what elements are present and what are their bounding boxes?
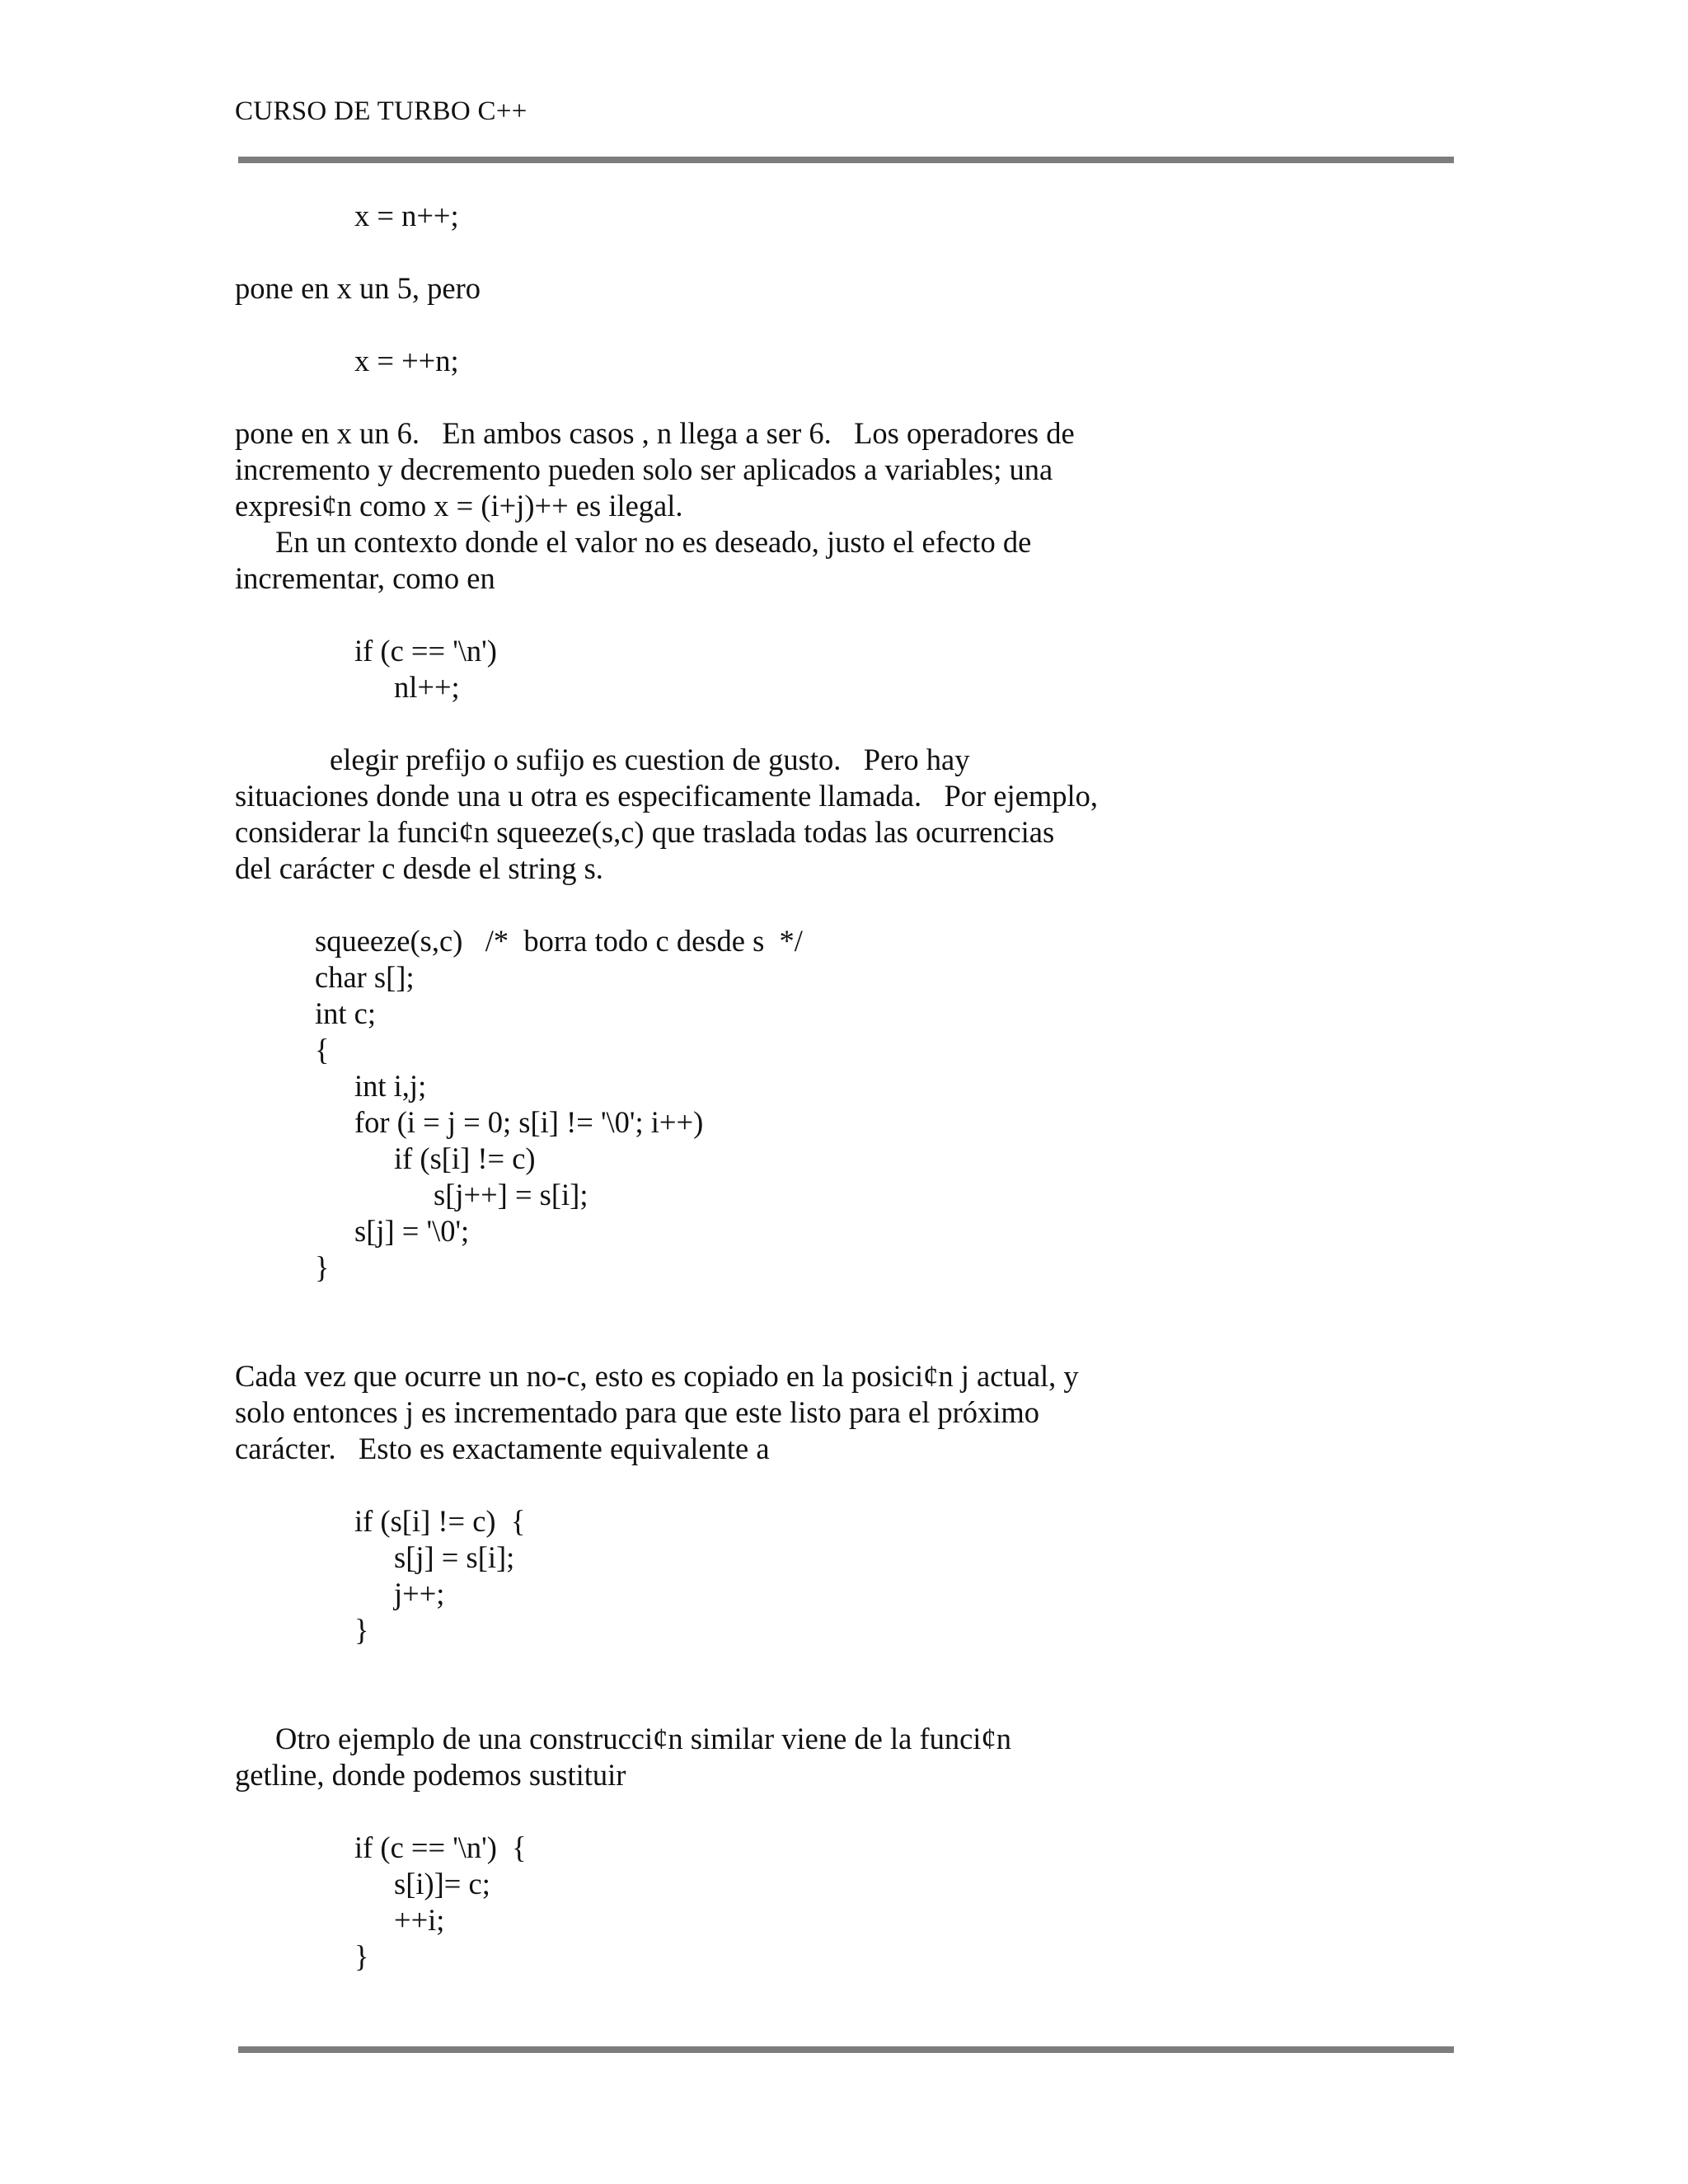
text-line: s[j] = s[i];	[394, 1540, 515, 1574]
header-rule	[238, 157, 1454, 163]
text-line: pone en x un 6. En ambos casos , n llega a ser 6. Los operadores de	[235, 416, 1075, 450]
text-line: En un contexto donde el valor no es deseado, justo el efecto de	[275, 525, 1032, 559]
text-line: s[j] = '\0';	[354, 1214, 470, 1248]
text-line: if (c == '\n')	[354, 634, 497, 668]
text-line: for (i = j = 0; s[i] != '\0'; i++)	[354, 1105, 704, 1139]
text-line: expresi¢n como x = (i+j)++ es ilegal.	[235, 489, 683, 523]
text-line: squeeze(s,c) /* borra todo c desde s */	[315, 924, 803, 958]
page-header-title: CURSO DE TURBO C++	[235, 96, 528, 126]
text-line: solo entonces j es incrementado para que este listo para el próximo	[235, 1395, 1040, 1429]
text-line: if (c == '\n') {	[354, 1830, 527, 1864]
text-line: Cada vez que ocurre un no-c, esto es copiado en la posici¢n j actual, y	[235, 1359, 1079, 1393]
text-line: j++;	[394, 1577, 445, 1610]
text-line: {	[315, 1033, 330, 1066]
text-line: considerar la funci¢n squeeze(s,c) que traslada todas las ocurrencias	[235, 815, 1055, 849]
text-line: if (s[i] != c)	[394, 1141, 536, 1175]
text-line: situaciones donde una u otra es especificamente llamada. Por ejemplo,	[235, 779, 1098, 813]
text-line: int i,j;	[354, 1069, 427, 1103]
text-line: }	[354, 1939, 369, 1973]
text-line: incremento y decremento pueden solo ser aplicados a variables; una	[235, 452, 1053, 486]
text-line: if (s[i] != c) {	[354, 1504, 526, 1538]
text-line: x = n++;	[354, 199, 459, 232]
text-line: elegir prefijo o sufijo es cuestion de gusto. Pero hay	[330, 743, 970, 776]
text-line: del carácter c desde el string s.	[235, 851, 603, 885]
text-line: }	[354, 1613, 369, 1647]
text-line: x = ++n;	[354, 344, 459, 377]
text-line: carácter. Esto es exactamente equivalente a	[235, 1432, 770, 1465]
text-line: s[i)]= c;	[394, 1867, 490, 1900]
text-line: nl++;	[394, 670, 460, 704]
footer-rule	[238, 2046, 1454, 2053]
text-line: char s[];	[315, 960, 415, 994]
text-line: pone en x un 5, pero	[235, 271, 481, 305]
text-line: s[j++] = s[i];	[434, 1178, 588, 1212]
text-line: ++i;	[394, 1903, 445, 1937]
text-line: incrementar, como en	[235, 561, 495, 595]
text-line: int c;	[315, 996, 376, 1030]
text-line: Otro ejemplo de una construcci¢n similar viene de la funci¢n	[275, 1722, 1011, 1755]
text-line: getline, donde podemos sustituir	[235, 1758, 626, 1792]
text-line: }	[315, 1250, 330, 1284]
